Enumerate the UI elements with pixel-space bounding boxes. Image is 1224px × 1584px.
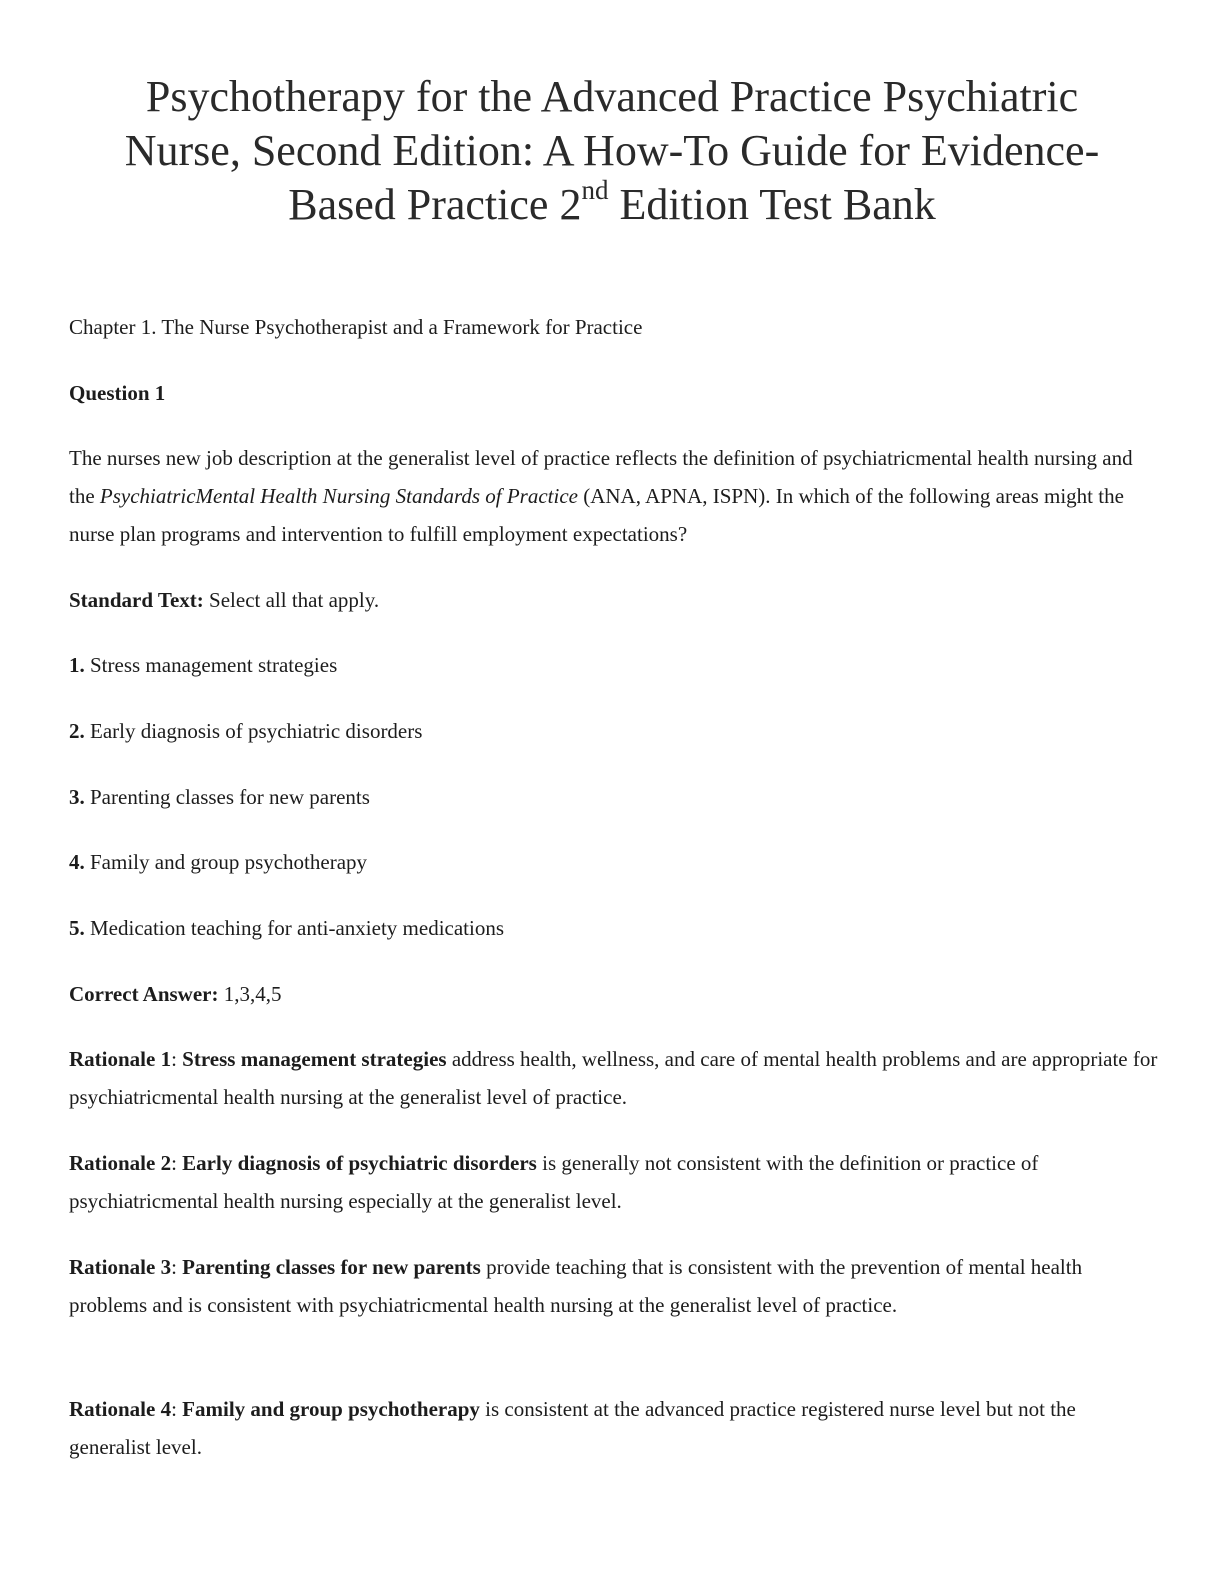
correct-answer [69, 975, 1159, 1013]
standard-text [69, 581, 1159, 619]
option-2 [69, 712, 1159, 750]
standard-text-label: Standard Text: [69, 588, 204, 612]
rationale-label: Rationale 4 [69, 1397, 172, 1421]
question-stem-part-1: The nurses new job description at the generalist level of practice reflects the definition of psychiatricmental health nursing and the [69, 446, 1133, 508]
rationale-label: Rationale 1 [69, 1047, 172, 1071]
option-3 [69, 778, 1159, 816]
rationale-separator: : [171, 1047, 183, 1071]
rationale-4 [69, 1390, 1159, 1466]
question-stem-part-2: (ANA, APNA, ISPN). In which of the following areas might the nurse plan programs and intervention to fulfill employment expectations? [69, 484, 1124, 546]
option-number: 2. [69, 719, 85, 743]
rationale-2 [69, 1144, 1159, 1220]
option-number: 5. [69, 916, 85, 940]
option-4 [69, 843, 1159, 881]
question-heading-text: Question 1 [69, 381, 166, 405]
chapter-text: Chapter 1. The Nurse Psychotherapist and a Framework for Practice [69, 315, 643, 339]
rationale-1 [69, 1040, 1159, 1116]
rationale-topic: Family and group psychotherapy [182, 1397, 480, 1421]
rationale-3 [69, 1248, 1159, 1324]
rationale-text: address health, wellness, and care of mental health problems and are appropriate for psychiatricmental health nursing at the generalist level of practice. [69, 1047, 1158, 1109]
option-number: 4. [69, 850, 85, 874]
document-title [60, 70, 1164, 232]
rationale-topic: Parenting classes for new parents [182, 1255, 481, 1279]
option-text: Stress management strategies [84, 653, 338, 677]
option-number: 3. [69, 785, 85, 809]
title-line-2: Nurse, Second Edition: A How-To Guide for Evidence- [124, 126, 1100, 175]
question-heading [69, 374, 1159, 412]
correct-answer-value: 1,3,4,5 [218, 982, 282, 1006]
rationale-separator: : [171, 1397, 183, 1421]
rationale-text: is generally not consistent with the definition or practice of psychiatricmental health nursing especially at the generalist level. [69, 1151, 1039, 1213]
rationale-label: Rationale 3 [69, 1255, 172, 1279]
question-stem-italic: PsychiatricMental Health Nursing Standards of Practice [99, 484, 578, 508]
title-line-3-start: Based Practice 2 [288, 180, 582, 229]
rationale-text: provide teaching that is consistent with the prevention of mental health problems and is consistent with psychiatricmental health nursing at the generalist level of practice. [69, 1255, 1083, 1317]
title-line-1: Psychotherapy for the Advanced Practice Psychiatric [145, 72, 1079, 121]
rationale-topic: Early diagnosis of psychiatric disorders [182, 1151, 537, 1175]
option-1 [69, 646, 1159, 684]
chapter-heading [69, 308, 1159, 346]
rationale-label: Rationale 2 [69, 1151, 172, 1175]
correct-answer-label: Correct Answer: [69, 982, 219, 1006]
rationale-text: is consistent at the advanced practice registered nurse level but not the generalist level. [69, 1397, 1076, 1459]
option-text: Parenting classes for new parents [84, 785, 370, 809]
option-text: Medication teaching for anti-anxiety medications [84, 916, 505, 940]
rationale-topic: Stress management strategies [182, 1047, 447, 1071]
option-text: Family and group psychotherapy [84, 850, 368, 874]
standard-text-value: Select all that apply. [203, 588, 380, 612]
title-superscript: nd [581, 175, 609, 206]
rationale-separator: : [171, 1255, 183, 1279]
rationale-separator: : [171, 1151, 183, 1175]
question-stem [69, 439, 1159, 553]
option-text: Early diagnosis of psychiatric disorders [84, 719, 423, 743]
option-number: 1. [69, 653, 85, 677]
option-5 [69, 909, 1159, 947]
title-line-3-end: Edition Test Bank [608, 180, 936, 229]
